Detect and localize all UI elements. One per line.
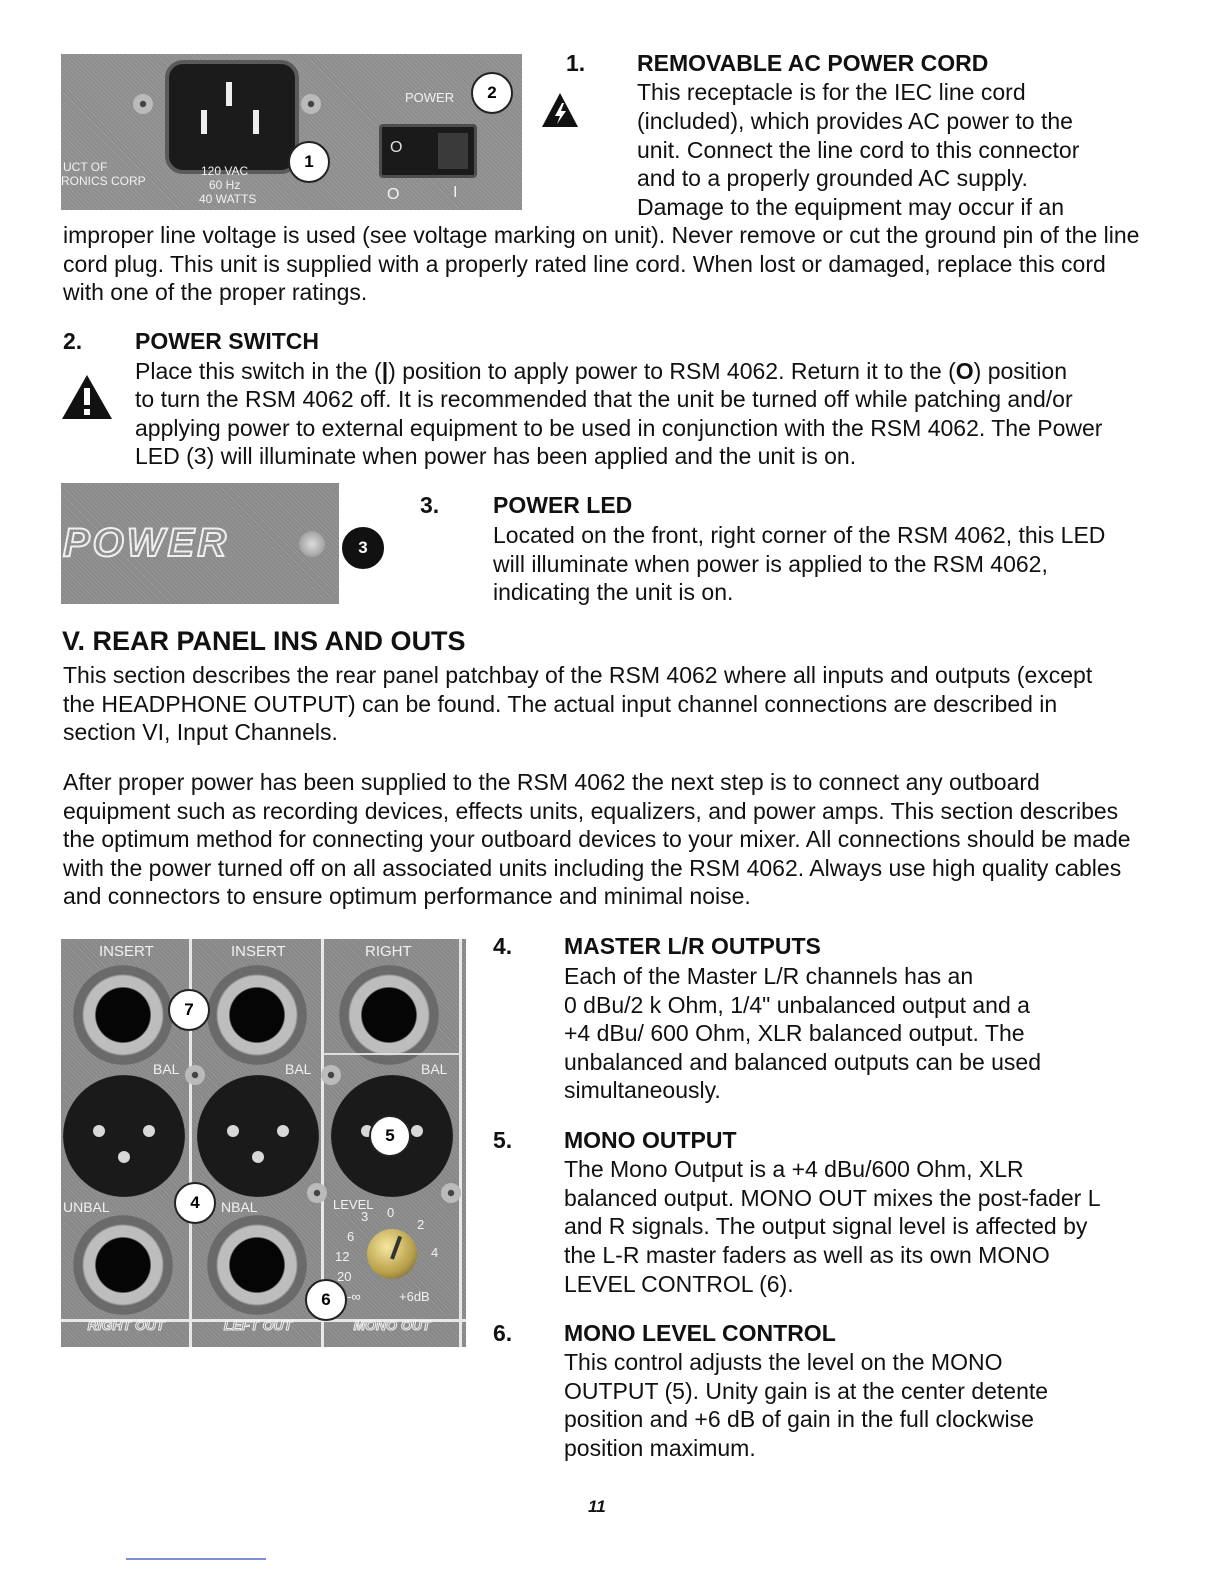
item-body-line: This receptacle is for the IEC line cord <box>637 79 1026 105</box>
item-body-line: and to a properly grounded AC supply. <box>637 165 1028 191</box>
on-symbol: I <box>453 184 458 201</box>
insert-label: INSERT <box>99 943 154 960</box>
text-run: ) position <box>973 358 1067 384</box>
left-xlr-output <box>197 1075 319 1197</box>
item-number: 5. <box>493 1127 513 1153</box>
insert-jack <box>207 965 307 1065</box>
item-title: MONO OUTPUT <box>564 1127 737 1153</box>
right-unbalanced-output-jack <box>73 1215 173 1315</box>
unbal-label: UNBAL <box>63 1199 110 1215</box>
callout-3: 3 <box>342 527 384 569</box>
right-out-label: RIGHT OUT <box>87 1317 165 1333</box>
off-symbol: O <box>387 186 400 203</box>
callout-5: 5 <box>369 1115 411 1157</box>
off-mark: O <box>390 139 403 156</box>
item-body-line: OUTPUT (5). Unity gain is at the center detente <box>564 1378 1049 1404</box>
knob-mark: +6dB <box>399 1289 430 1304</box>
footer-rule <box>126 1558 266 1560</box>
unbal-label: NBAL <box>221 1199 258 1215</box>
item-body-line: balanced output. MONO OUT mixes the post-fader L <box>564 1185 1101 1211</box>
section-heading: V. REAR PANEL INS AND OUTS <box>62 626 466 656</box>
callout-1: 1 <box>288 141 330 183</box>
left-out-label: LEFT OUT <box>223 1317 293 1333</box>
item-body-line: (included), which provides AC power to the <box>637 108 1073 134</box>
bal-label: BAL <box>421 1061 448 1077</box>
item-body: Located on the front, right corner of the RSM 4062, this LED will illuminate when power is applied to the RSM 4062, indicating the unit is on. <box>493 522 1106 606</box>
on-position-symbol: | <box>381 358 389 384</box>
item-body-line: Each of the Master L/R channels has an <box>564 963 974 989</box>
item-body-line: The Mono Output is a +4 dBu/600 Ohm, XLR <box>564 1156 1024 1182</box>
callout-7: 7 <box>168 989 210 1031</box>
power-led-photo <box>61 483 339 604</box>
knob-mark: 2 <box>417 1217 425 1232</box>
item-number: 6. <box>493 1320 513 1346</box>
item-body: to turn the RSM 4062 off. It is recommended that the unit be turned off while patching and/or applying power to external equipment to be used in conjunction with the RSM 4062. The Power LED (3) will illuminate when power has been applied and the unit is on. <box>135 386 1103 470</box>
item-number: 4. <box>493 933 513 959</box>
bal-label: BAL <box>285 1061 312 1077</box>
item-body-line: This control adjusts the level on the MONO <box>564 1349 1003 1375</box>
page-number: 11 <box>588 1497 606 1516</box>
level-label: LEVEL <box>333 1197 374 1212</box>
insert-label: INSERT <box>231 943 286 960</box>
off-position-symbol: O <box>955 358 974 384</box>
mono-level-knob <box>367 1229 417 1279</box>
item-body-line: simultaneously. <box>564 1077 721 1103</box>
item-body-line: the L-R master faders as well as its own MONO <box>564 1242 1050 1268</box>
maker-label: UCT OF <box>63 160 108 174</box>
text-run: ) position to apply power to RSM 4062. Return it to the ( <box>388 358 956 384</box>
left-unbalanced-output-jack <box>207 1215 307 1315</box>
power-label: POWER <box>405 90 455 105</box>
item-title: MASTER L/R OUTPUTS <box>564 933 821 959</box>
item-body-line <box>135 357 1067 386</box>
text-run: Place this switch in the ( <box>135 358 382 384</box>
right-unbalanced-jack <box>339 965 439 1065</box>
insert-jack <box>73 965 173 1065</box>
right-xlr-output <box>63 1075 185 1197</box>
item-number: 1. <box>566 50 586 76</box>
wattage-rating: 40 WATTS <box>199 192 257 206</box>
section-paragraph: This section describes the rear panel patchbay of the RSM 4062 where all inputs and outputs (except the HEADPHONE OUTPUT) can be found. The actual input channel connections are described in section VI, Input Channels. <box>63 662 1093 746</box>
led <box>299 531 325 557</box>
item-number: 3. <box>420 492 440 518</box>
right-label: RIGHT <box>365 943 412 960</box>
knob-mark: 4 <box>431 1245 439 1260</box>
screw <box>441 1183 461 1203</box>
callout-2: 2 <box>471 72 513 114</box>
mono-out-label: MONO OUT <box>353 1317 431 1333</box>
electric-shock-warning-icon <box>541 92 579 128</box>
screw <box>133 94 153 114</box>
power-rocker-switch <box>379 124 477 178</box>
item-body-line: and R signals. The output signal level is affected by <box>564 1213 1088 1239</box>
item-title: REMOVABLE AC POWER CORD <box>637 50 989 76</box>
knob-mark: 6 <box>347 1229 355 1244</box>
item-body-line: position and +6 dB of gain in the full clockwise <box>564 1406 1034 1432</box>
maker-label: RONICS CORP <box>61 174 146 188</box>
screw <box>321 1065 341 1085</box>
item-title: POWER LED <box>493 492 633 518</box>
screw <box>301 94 321 114</box>
knob-mark: 20 <box>337 1269 352 1284</box>
item-title: MONO LEVEL CONTROL <box>564 1320 836 1346</box>
bal-label: BAL <box>153 1061 180 1077</box>
frequency-rating: 60 Hz <box>209 178 241 192</box>
power-panel-label: POWER <box>63 521 230 565</box>
power-cord-photo <box>61 54 522 210</box>
item-body-line: Damage to the equipment may occur if an <box>637 194 1065 220</box>
knob-mark: 12 <box>335 1249 350 1264</box>
screw <box>307 1183 327 1203</box>
item-body-line: +4 dBu/ 600 Ohm, XLR balanced output. The <box>564 1020 1025 1046</box>
item-body-line: LEVEL CONTROL (6). <box>564 1271 794 1297</box>
knob-mark: -∞ <box>347 1289 361 1304</box>
voltage-rating: 120 VAC <box>201 164 249 178</box>
item-number: 2. <box>63 328 83 354</box>
item-title: POWER SWITCH <box>135 328 319 354</box>
item-body-line: 0 dBu/2 k Ohm, 1/4" unbalanced output and a <box>564 992 1030 1018</box>
knob-mark: 0 <box>387 1205 395 1220</box>
caution-warning-icon <box>61 374 113 420</box>
item-body-line: position maximum. <box>564 1435 756 1461</box>
screw <box>185 1065 205 1085</box>
callout-6: 6 <box>305 1279 347 1321</box>
iec-socket <box>165 60 299 174</box>
section-paragraph: After proper power has been supplied to the RSM 4062 the next step is to connect any outboard equipment such as recording devices, effects units, equalizers, and power amps. This section describes the optimum method for connecting your outboard devices to your mixer. All connections should be made with the power turned off on all associated units including the RSM 4062. Always use high quality cables and connectors to ensure optimum performance and minimal noise. <box>63 769 1131 910</box>
knob-mark: 3 <box>361 1209 369 1224</box>
item-body-continuation: improper line voltage is used (see voltage marking on unit). Never remove or cut the ground pin of the line cord plug. This unit is supplied with a properly rated line cord. When lost or damaged, replace this cord with one of the proper ratings. <box>63 222 1140 306</box>
item-body-line: unit. Connect the line cord to this connector <box>637 137 1080 163</box>
item-body-line: unbalanced and balanced outputs can be used <box>564 1049 1042 1075</box>
callout-4: 4 <box>174 1182 216 1224</box>
